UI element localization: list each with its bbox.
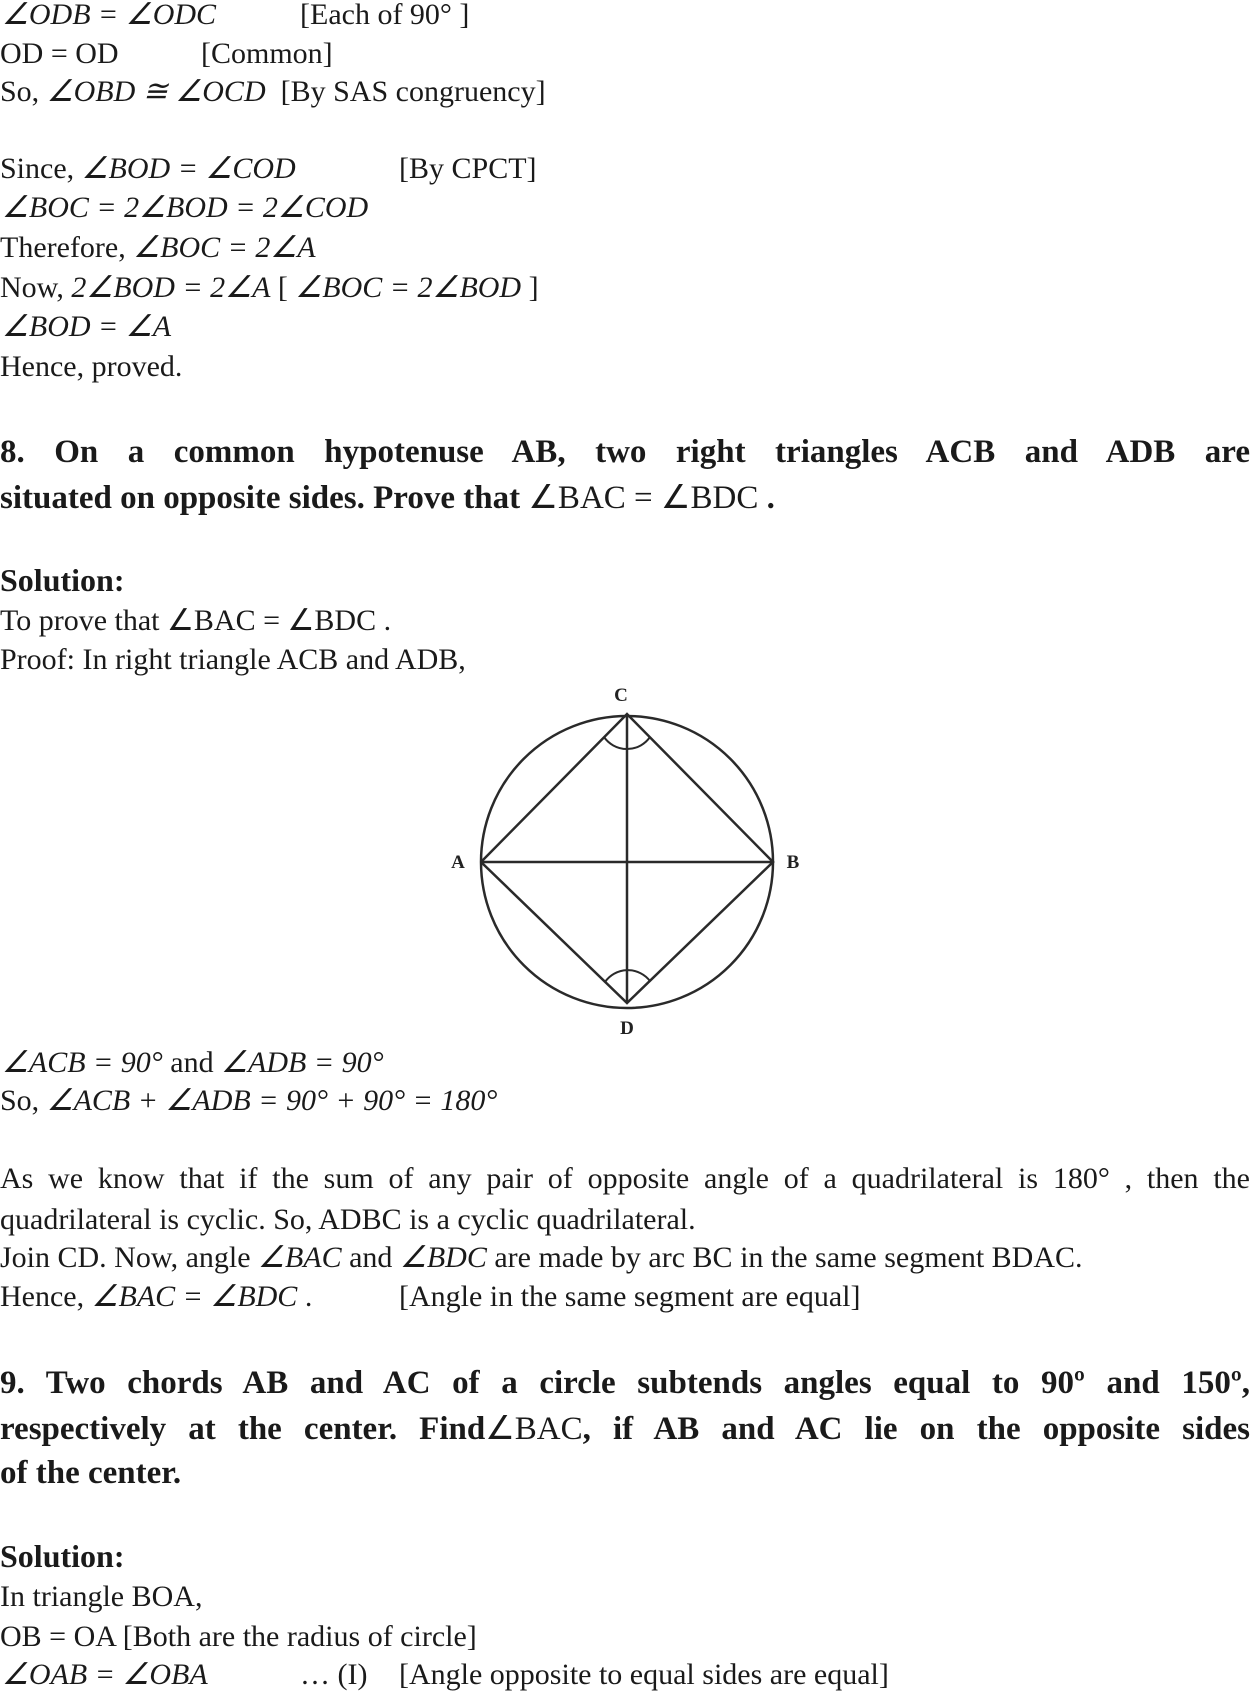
math-expression: ∠OBD ≅ ∠OCD	[46, 75, 266, 108]
solution-label: Solution:	[0, 562, 125, 598]
math-expression: ∠BAC	[258, 1241, 342, 1274]
question-8-heading-cont	[0, 476, 1250, 521]
math-expression: ∠BOC = 2∠BOD	[295, 271, 522, 304]
math-expression: ∠BOD = ∠A	[2, 310, 172, 343]
text: .	[297, 1280, 313, 1313]
prefix: Therefore,	[0, 231, 134, 264]
solution-line: In triangle BOA,	[0, 1580, 203, 1613]
angle-mark-c	[604, 737, 650, 749]
paragraph-line	[0, 1238, 1083, 1278]
math-expression: ∠BAC = ∠BDC	[167, 604, 377, 637]
reason: [Angle in the same segment are equal]	[399, 1280, 861, 1313]
quadrilateral-adbc	[481, 714, 773, 1003]
prefix: So,	[0, 1084, 47, 1117]
prefix: Hence,	[0, 1280, 92, 1313]
math-expression: ∠BAC	[485, 1411, 583, 1447]
label-c: C	[614, 685, 628, 706]
text: .	[376, 604, 392, 637]
solution-line	[0, 601, 391, 641]
proof-line	[0, 268, 539, 308]
statement: OD = OD	[0, 37, 119, 70]
prefix: Since,	[0, 152, 82, 185]
text: and	[341, 1241, 400, 1274]
math-expression: ∠ODB = ∠ODC	[2, 0, 217, 31]
heading-text: respectively at the center. Find	[0, 1411, 486, 1447]
math-expression: ∠ACB + ∠ADB = 90° + 90° = 180°	[46, 1084, 498, 1117]
solution-label: Solution:	[0, 1538, 125, 1574]
angle-mark-d	[605, 970, 650, 982]
text: and	[162, 1046, 222, 1079]
circle	[481, 716, 773, 1008]
math-expression: ∠ADB = 90°	[221, 1046, 384, 1079]
prefix: Now,	[0, 271, 72, 304]
reason: [By SAS congruency]	[280, 75, 546, 108]
solution-line: OB = OA [Both are the radius of circle]	[0, 1620, 477, 1653]
math-expression: ∠BOC = 2∠BOD = 2∠COD	[2, 191, 369, 224]
math-expression: ∠BDC	[399, 1241, 487, 1274]
math-expression: 2∠BOD = 2∠A	[71, 271, 271, 304]
math-expression: ∠BOD = ∠COD	[81, 152, 296, 185]
question-9-heading-cont: of the center.	[0, 1455, 182, 1491]
reason: [Angle opposite to equal sides are equal]	[399, 1658, 889, 1691]
prefix: So,	[0, 75, 47, 108]
math-expression: ∠BAC = ∠BDC	[528, 480, 759, 516]
question-9-heading: 9. Two chords AB and AC of a circle subtends angles equal to 90º and 150º,	[0, 1365, 1250, 1401]
label-b: B	[786, 852, 800, 873]
reason: [Common]	[201, 37, 333, 70]
math-expression: ∠BAC = ∠BDC	[91, 1280, 298, 1313]
proof-line	[0, 72, 546, 112]
reason: [Each of 90° ]	[300, 0, 470, 31]
heading-text: .	[758, 480, 775, 516]
text: To prove that	[0, 604, 168, 637]
solution-line: Proof: In right triangle ACB and ADB,	[0, 643, 466, 676]
solution-line	[0, 1043, 384, 1083]
math-expression: ∠OAB = ∠OBA	[2, 1658, 208, 1691]
bracket: ]	[521, 271, 539, 304]
reason: [By CPCT]	[399, 152, 537, 185]
solution-line	[0, 1655, 1252, 1695]
heading-text: , if AB and AC lie on the opposite sides	[582, 1411, 1250, 1447]
proof-line	[0, 228, 316, 268]
bracket: [	[270, 271, 296, 304]
math-expression: ∠ACB = 90°	[2, 1046, 163, 1079]
equation-ref: … (I)	[300, 1658, 368, 1691]
heading-text: situated on opposite sides. Prove that	[0, 480, 529, 516]
question-8-heading: 8. On a common hypotenuse AB, two right triangles ACB and ADB are	[0, 434, 1250, 470]
text: are made by arc BC in the same segment BDAC.	[486, 1241, 1083, 1274]
conclusion: Hence, proved.	[0, 350, 183, 383]
text: Join CD. Now, angle	[0, 1241, 259, 1274]
label-a: A	[451, 852, 465, 873]
math-expression: ∠BOC = 2∠A	[133, 231, 316, 264]
paragraph-line: As we know that if the sum of any pair of opposite angle of a quadrilateral is 180° , then the	[0, 1162, 1250, 1195]
label-d: D	[620, 1018, 634, 1039]
question-9-heading-cont	[0, 1407, 1250, 1452]
solution-line	[0, 1081, 497, 1121]
paragraph-line: quadrilateral is cyclic. So, ADBC is a cyclic quadrilateral.	[0, 1203, 696, 1236]
